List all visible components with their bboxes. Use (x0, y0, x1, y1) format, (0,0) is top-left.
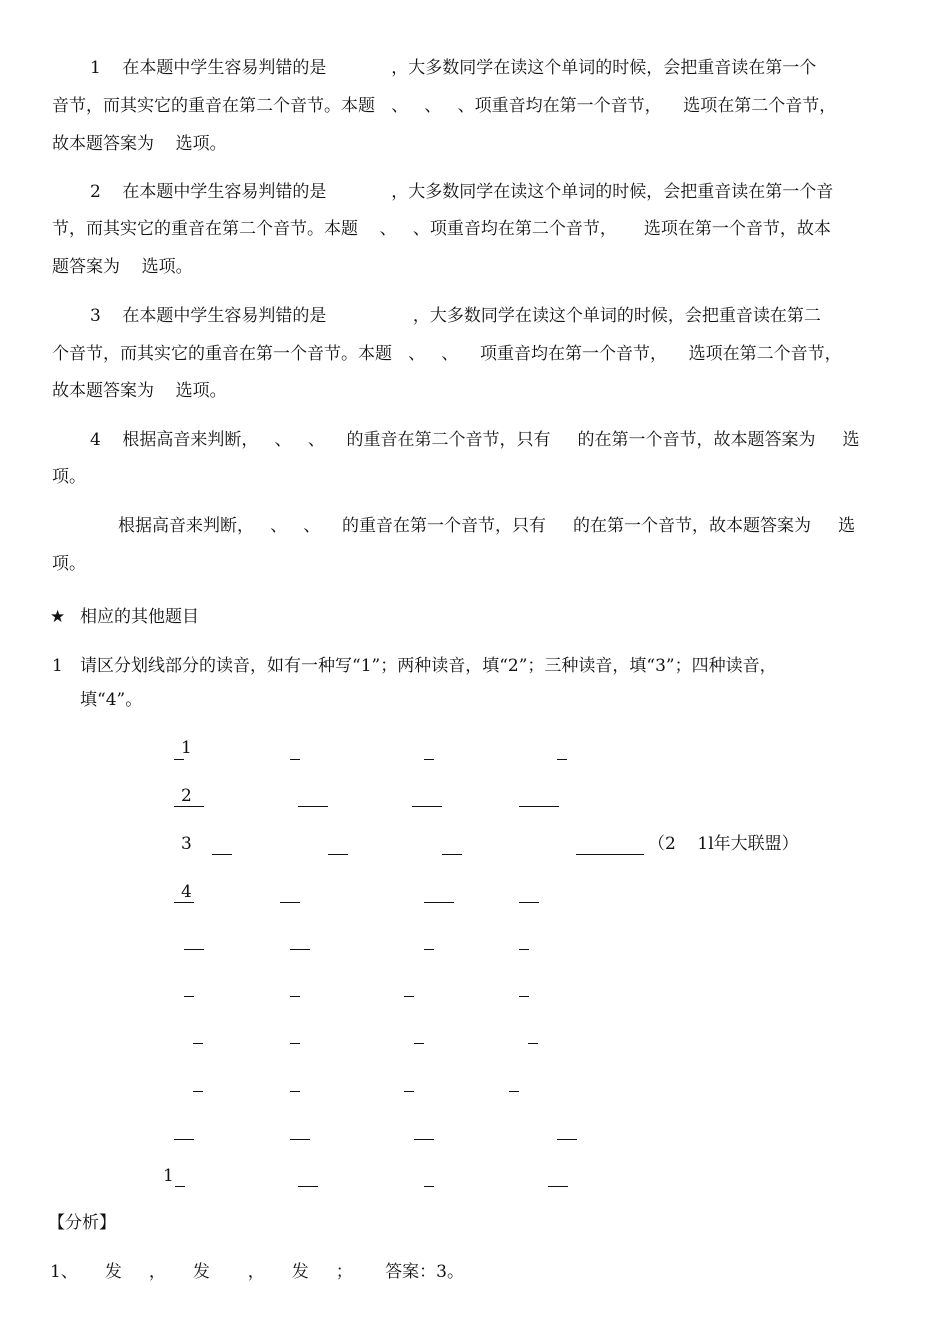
para-4-line-2: 项。 (52, 467, 86, 487)
blank-underline (557, 759, 567, 760)
para-3-line-2: 个音节，而其实它的重音在第一个音节。本题 、 、 项重音均在第一个音节， 选项在第二个音节， (52, 344, 842, 364)
blank-underline (193, 1043, 203, 1044)
blank-underline (519, 806, 559, 807)
para-2-line-2: 节，而其实它的重音在第二个音节。本题 、 、项重音均在第二个音节， 选项在第一个音节，故本 (52, 219, 831, 239)
blank-underline (174, 806, 204, 807)
question-text-line-1: 请区分划线部分的读音，如有一种写“1”；两种读音，填“2”；三种读音，填“3”；四种读音， (80, 656, 777, 676)
blank-underline (576, 854, 644, 855)
blank-underline (280, 902, 300, 903)
blank-underline (290, 996, 300, 997)
blank-underline (290, 1091, 300, 1092)
row-10-label: 1 (163, 1166, 174, 1186)
para-4-line-1: 4 根据高音来判断， 、 、 的重音在第二个音节，只有 的在第一个音节，故本题答案为 选 (90, 430, 860, 450)
para-1-line-1: 1 在本题中学生容易判错的是 ，大多数同学在读这个单词的时候，会把重音读在第一个 (90, 58, 817, 78)
blank-underline (193, 1091, 203, 1092)
blank-underline (184, 949, 204, 950)
blank-underline (175, 1186, 185, 1187)
blank-underline (519, 949, 529, 950)
para-1-line-2: 音节，而其实它的重音在第二个音节。本题 、 、 、项重音均在第一个音节， 选项在第二个音节， (52, 96, 837, 116)
blank-underline (424, 949, 434, 950)
blank-underline (174, 1139, 194, 1140)
blank-underline (174, 902, 194, 903)
blank-underline (290, 759, 300, 760)
row-3-label: 3 (181, 834, 192, 854)
blank-underline (424, 1186, 434, 1187)
blank-underline (548, 1186, 568, 1187)
para-3-line-1: 3 在本题中学生容易判错的是 ，大多数同学在读这个单词的时候，会把重音读在第二 (90, 306, 821, 326)
row-2-label: 2 (181, 786, 192, 806)
blank-underline (404, 996, 414, 997)
blank-underline (174, 759, 184, 760)
blank-underline (528, 1043, 538, 1044)
para-5-line-1: 根据高音来判断， 、 、 的重音在第一个音节，只有 的在第一个音节，故本题答案为 选 (118, 516, 856, 536)
blank-underline (412, 806, 442, 807)
row-4-label: 4 (181, 882, 192, 902)
blank-underline (442, 854, 462, 855)
blank-underline (557, 1139, 577, 1140)
star-icon: ★ (50, 607, 66, 627)
question-text-line-2: 填“4”。 (80, 690, 143, 710)
blank-underline (424, 902, 454, 903)
section-title: 相应的其他题目 (80, 607, 199, 627)
blank-underline (519, 996, 529, 997)
blank-underline (184, 996, 194, 997)
blank-underline (212, 854, 232, 855)
analysis-heading: 【分析】 (48, 1213, 116, 1233)
para-3-line-3: 故本题答案为 选项。 (52, 381, 227, 401)
para-2-line-1: 2 在本题中学生容易判错的是 ，大多数同学在读这个单词的时候，会把重音读在第一个音 (90, 182, 834, 202)
para-5-line-2: 项。 (52, 554, 86, 574)
blank-underline (404, 1091, 414, 1092)
blank-underline (414, 1139, 434, 1140)
analysis-line: 1、 发 ， 发 ， 发 ； 答案：3。 (50, 1262, 464, 1282)
blank-underline (298, 806, 328, 807)
para-2-line-3: 题答案为 选项。 (52, 257, 193, 277)
blank-underline (298, 1186, 318, 1187)
para-1-line-3: 故本题答案为 选项。 (52, 134, 227, 154)
blank-underline (328, 854, 348, 855)
blank-underline (414, 1043, 424, 1044)
row-1-label: 1 (181, 738, 192, 758)
question-number: 1 (52, 656, 63, 676)
blank-underline (424, 759, 434, 760)
blank-underline (509, 1091, 519, 1092)
blank-underline (519, 902, 539, 903)
blank-underline (290, 1139, 310, 1140)
blank-underline (290, 1043, 300, 1044)
row-3-source: （2 1l年大联盟） (648, 834, 799, 854)
blank-underline (290, 949, 310, 950)
